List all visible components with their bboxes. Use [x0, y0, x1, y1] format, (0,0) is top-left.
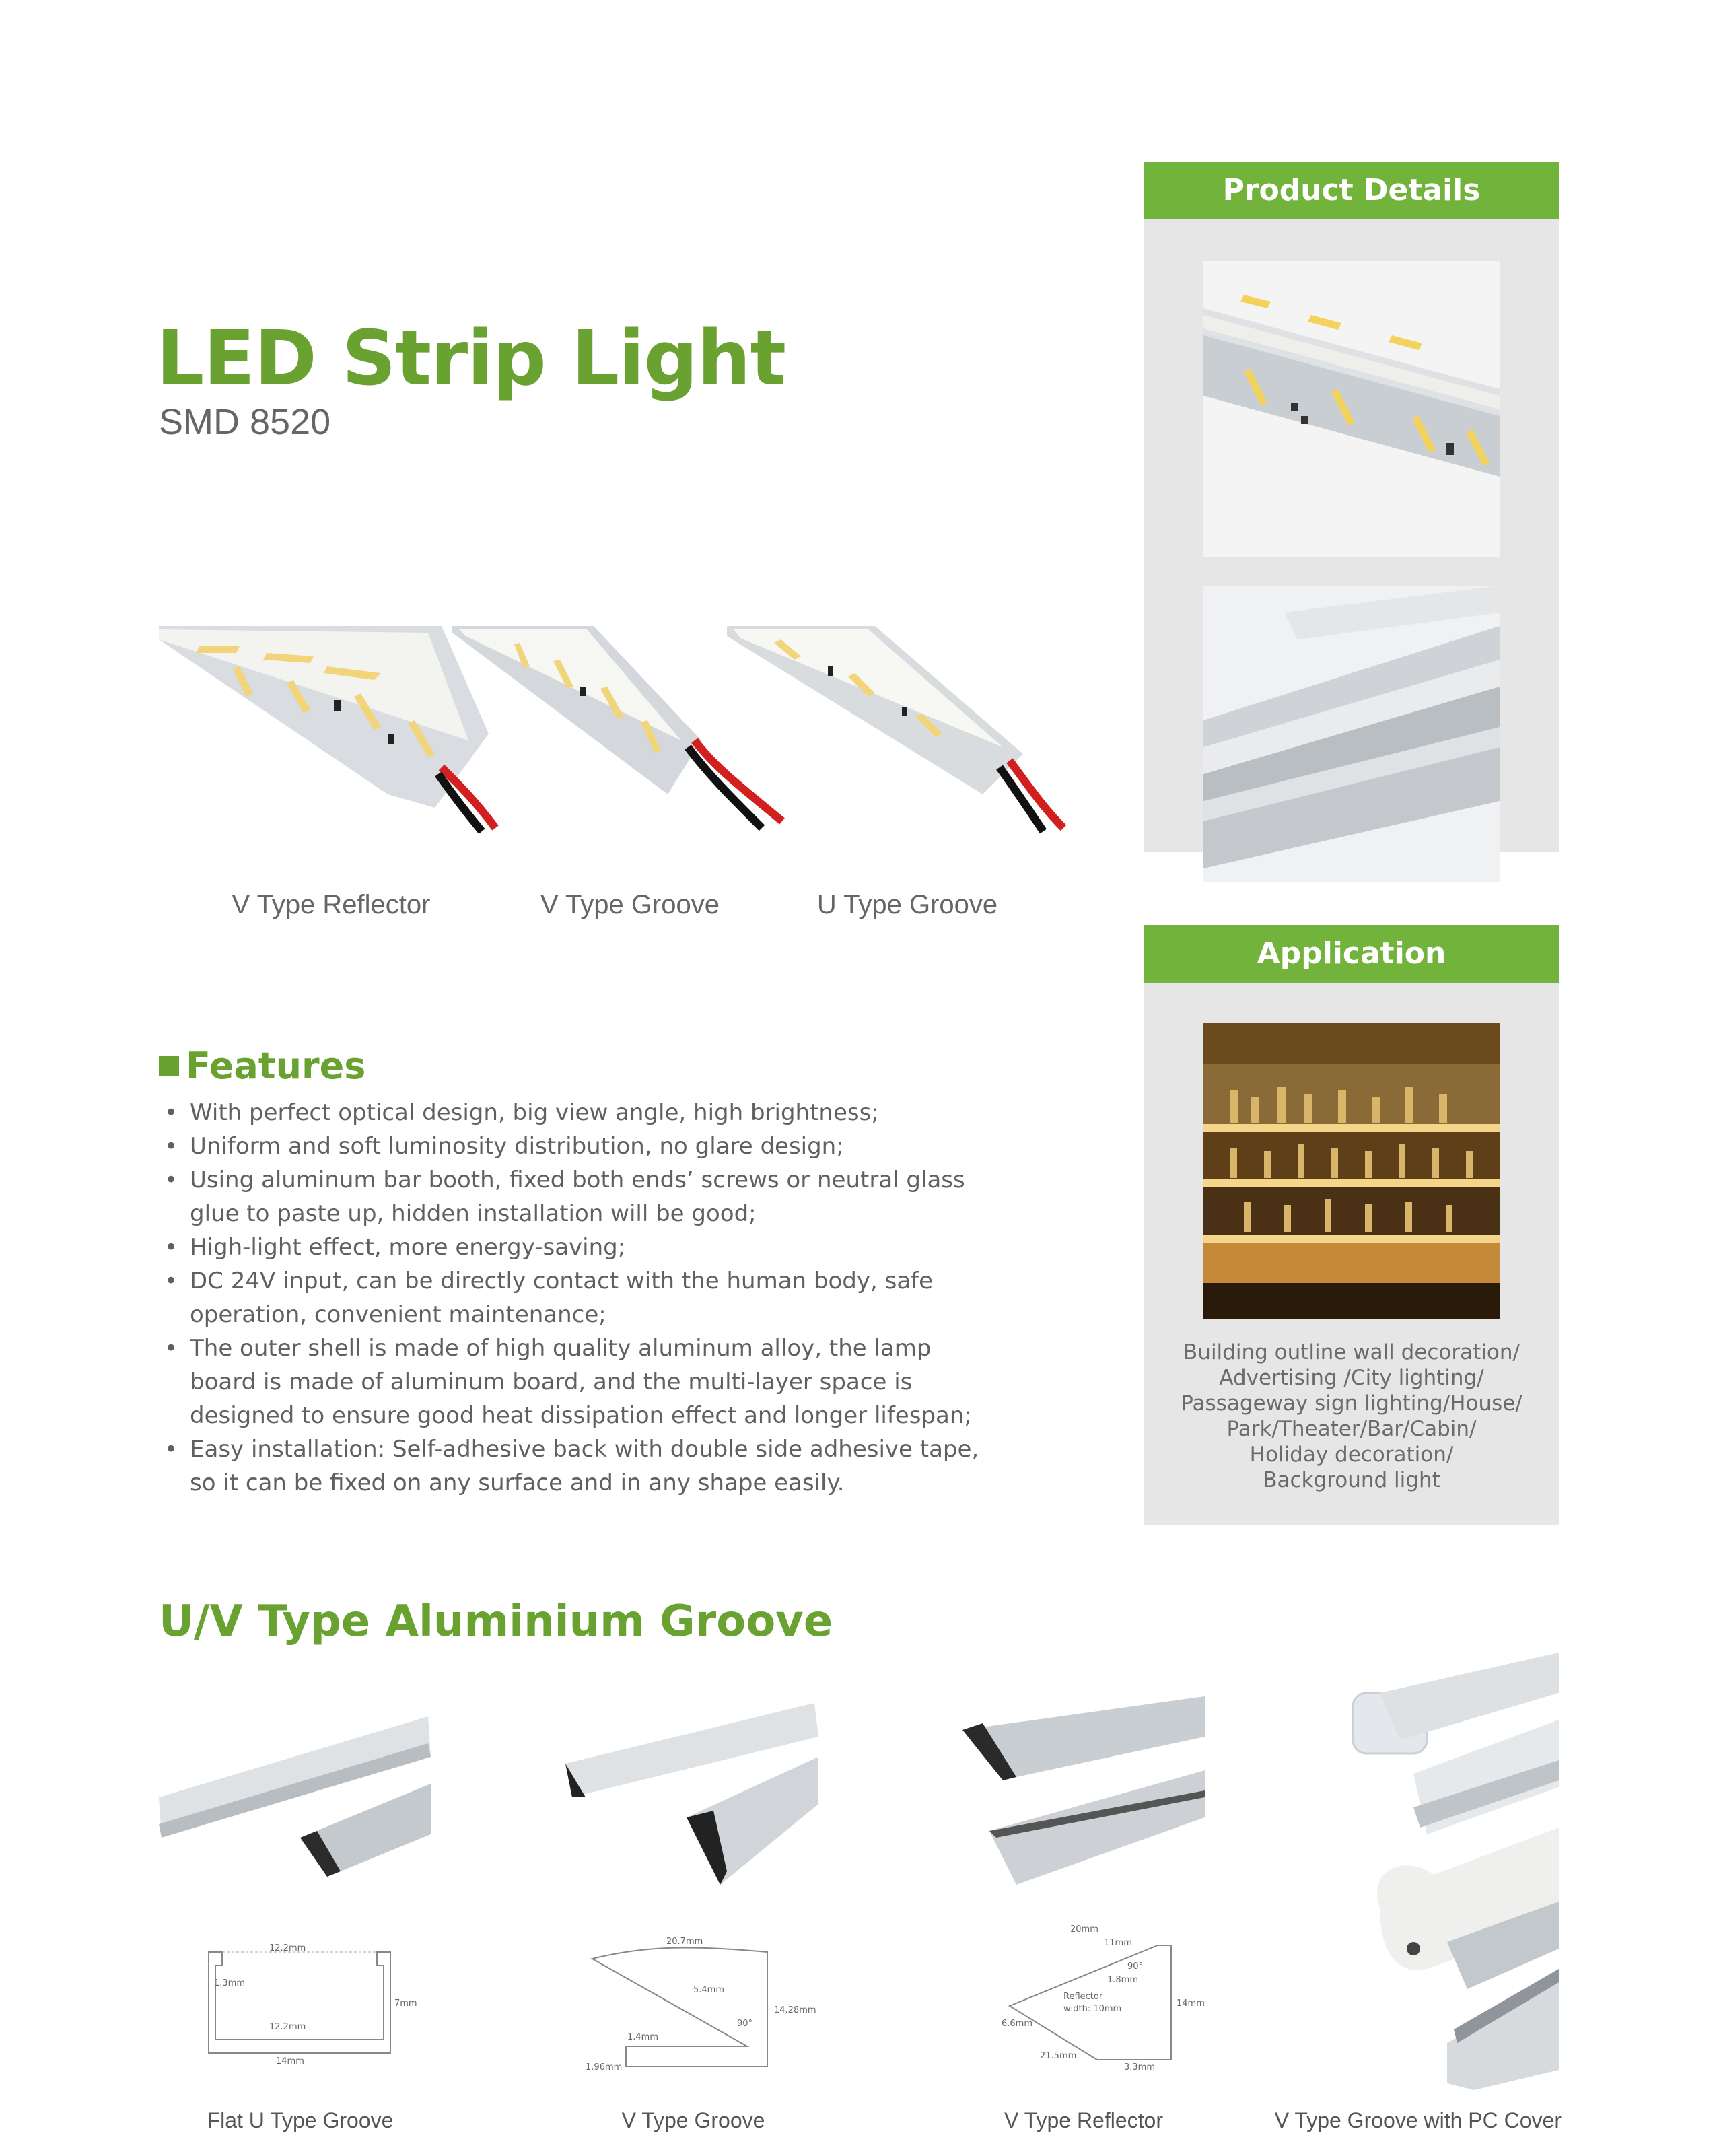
dim-label: width: 10mm: [1063, 2004, 1122, 2014]
feature-item: • DC 24V input, can be directly contact with the human body, safe operation, convenient maintenance;: [162, 1264, 1003, 1331]
groove-diagram-v-reflector: [996, 1918, 1205, 2073]
application-line: Holiday decoration/: [1249, 1442, 1454, 1467]
application-line: Passageway sign lighting/House/: [1181, 1391, 1522, 1416]
product-details-header: Product Details: [1144, 162, 1559, 219]
groove-section-heading: U/V Type Aluminium Groove: [159, 1597, 833, 1646]
detail-photo-led-closeup: [1203, 261, 1500, 557]
dim-label: 1.4mm: [627, 2032, 659, 2042]
feature-item: • High-light effect, more energy-saving;: [162, 1230, 1003, 1264]
dim-label: 20.7mm: [666, 1937, 703, 1947]
dim-label: 12.2mm: [269, 2022, 306, 2032]
groove-diagram-flat-u: [195, 1939, 417, 2066]
application-line: Background light: [1263, 1468, 1440, 1492]
feature-item: • Using aluminum bar booth, fixed both ends’ screws or neutral glass glue to paste up, hidden installation will be good;: [162, 1163, 1003, 1230]
strip-caption-u-groove: U Type Groove: [816, 890, 998, 919]
dim-label: Reflector: [1063, 1992, 1103, 2002]
groove-caption-pc-cover: V Type Groove with PC Cover: [1274, 2108, 1562, 2132]
dim-label: 1.3mm: [214, 1978, 246, 1988]
feature-item: • The outer shell is made of high quality aluminum alloy, the lamp board is made of aluminum board, and the multi-layer space is designed to ensure good heat dissipation effect and longer lifespan;: [162, 1331, 1003, 1432]
features-heading-label: Features: [186, 1045, 366, 1087]
groove-caption-v-reflector: V Type Reflector: [1004, 2108, 1163, 2132]
detail-photo-aluminium-profile: [1203, 586, 1500, 882]
strip-caption-v-groove: V Type Groove: [540, 890, 720, 919]
feature-item: • Uniform and soft luminosity distribution, no glare design;: [162, 1129, 1003, 1163]
application-description: [1164, 1340, 1539, 1493]
groove-photo-flat-u: [159, 1716, 435, 1878]
dim-label: 6.6mm: [1002, 2019, 1033, 2029]
groove-caption-flat-u: Flat U Type Groove: [207, 2108, 394, 2132]
dim-label: 7mm: [394, 1998, 417, 2009]
dim-label: 90°: [1127, 1961, 1144, 1972]
page-title: LED Strip Light: [156, 315, 786, 403]
application-header: Application: [1144, 925, 1559, 983]
page-subtitle: SMD 8520: [159, 402, 331, 442]
dim-label: 21.5mm: [1040, 2051, 1077, 2061]
feature-item: • With perfect optical design, big view angle, high brightness;: [162, 1096, 1003, 1129]
groove-photo-v-reflector: [962, 1696, 1205, 1898]
dim-label: 3.3mm: [1124, 2062, 1156, 2073]
application-photo-bar: [1203, 1023, 1500, 1319]
application-line: Park/Theater/Bar/Cabin/: [1226, 1417, 1477, 1441]
strip-image-v-reflector: [159, 626, 502, 835]
dim-label: 5.4mm: [693, 1985, 725, 1995]
groove-photo-pc-cover: [1339, 1653, 1559, 2090]
dim-label: 14.28mm: [774, 2005, 816, 2015]
application-line: Advertising /City lighting/: [1219, 1366, 1484, 1390]
strip-image-u-groove: [727, 626, 1070, 835]
dim-label: 1.8mm: [1107, 1975, 1139, 1985]
dim-label: 14mm: [1177, 1998, 1205, 2009]
groove-photo-v: [559, 1703, 821, 1891]
application-line: Building outline wall decoration/: [1183, 1340, 1520, 1364]
groove-diagram-v: [586, 1932, 816, 2073]
dim-label: 20mm: [1070, 1924, 1098, 1935]
dim-label: 1.96mm: [586, 2062, 623, 2073]
dim-label: 90°: [737, 2019, 753, 2029]
groove-caption-v: V Type Groove: [621, 2108, 765, 2132]
strip-caption-v-reflector: V Type Reflector: [232, 890, 431, 919]
dim-label: 12.2mm: [269, 1943, 306, 1953]
square-bullet-icon: [159, 1056, 179, 1076]
dim-label: 11mm: [1104, 1938, 1132, 1948]
dim-label: 14mm: [276, 2056, 304, 2066]
features-list: [162, 1096, 1003, 1500]
features-heading: [159, 1045, 365, 1087]
feature-item: • Easy installation: Self-adhesive back with double side adhesive tape, so it can be fixed on any surface and in any shape easily.: [162, 1432, 1003, 1500]
